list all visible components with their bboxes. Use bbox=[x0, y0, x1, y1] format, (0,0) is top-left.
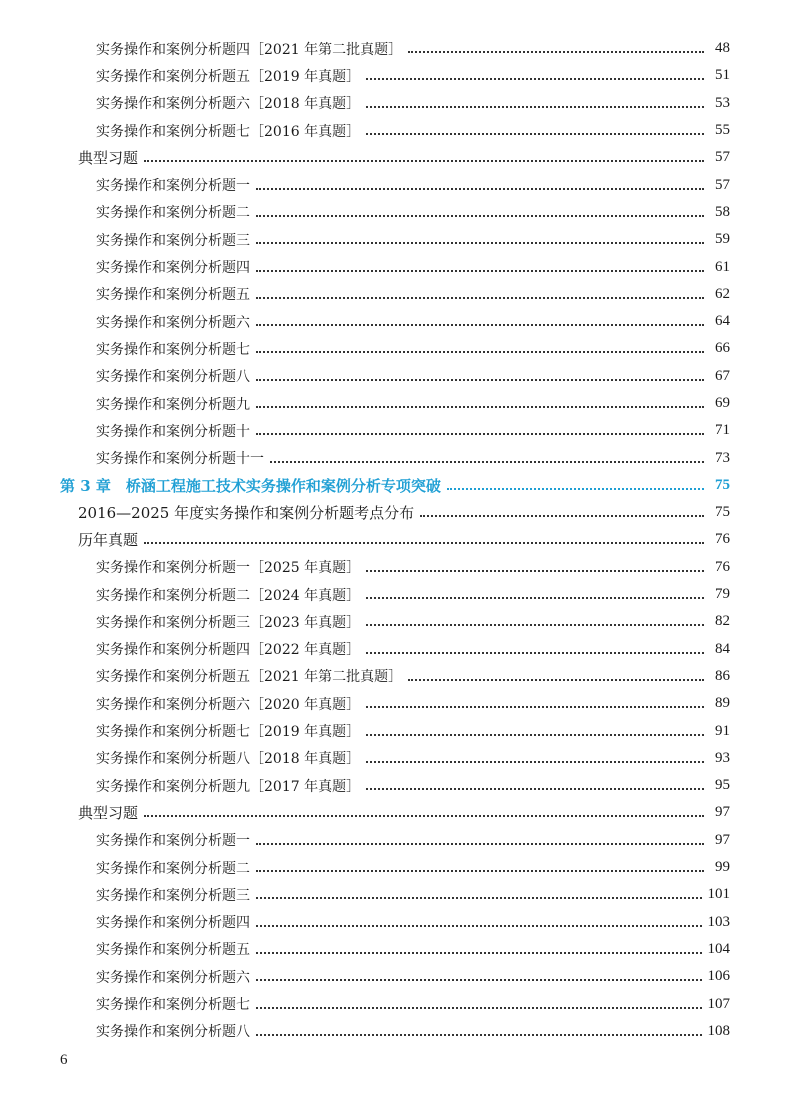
dot-leader bbox=[256, 296, 704, 299]
toc-entry-page: 57 bbox=[715, 149, 730, 166]
toc-entry[interactable] bbox=[0, 608, 790, 635]
dot-leader bbox=[256, 978, 702, 981]
toc-entry-page: 66 bbox=[715, 340, 730, 357]
dot-leader bbox=[366, 760, 704, 763]
dot-leader bbox=[256, 378, 704, 381]
toc-entry-title: 实务操作和案例分析题三 bbox=[96, 232, 250, 249]
dot-leader bbox=[256, 269, 704, 272]
toc-entry-title: 实务操作和案例分析题五［2021 年第二批真题］ bbox=[96, 669, 403, 686]
dot-leader bbox=[256, 951, 702, 954]
toc-entry-title: 实务操作和案例分析题四［2022 年真题］ bbox=[96, 642, 361, 659]
toc-entry-page: 97 bbox=[715, 831, 730, 848]
page-number: 6 bbox=[60, 1052, 68, 1068]
dot-leader bbox=[366, 787, 704, 790]
toc-entry-title: 典型习题 bbox=[78, 804, 139, 823]
toc-entry-title: 典型习题 bbox=[78, 149, 139, 168]
toc-entry-title: 实务操作和案例分析题四 bbox=[96, 260, 250, 277]
toc-entry[interactable] bbox=[0, 308, 790, 335]
toc-entry-title: 实务操作和案例分析题二 bbox=[96, 205, 250, 222]
dot-leader bbox=[256, 1033, 702, 1036]
dot-leader bbox=[256, 323, 704, 326]
toc-entry-title: 实务操作和案例分析题九［2017 年真题］ bbox=[96, 778, 361, 795]
toc-entry-page: 101 bbox=[707, 886, 730, 903]
dot-leader bbox=[270, 460, 704, 463]
dot-leader bbox=[366, 651, 704, 654]
toc-entry[interactable] bbox=[0, 499, 790, 526]
toc-entry-page: 69 bbox=[715, 395, 730, 411]
toc-entry[interactable] bbox=[0, 827, 790, 854]
toc-entry[interactable] bbox=[0, 253, 790, 280]
dot-leader bbox=[408, 678, 704, 681]
toc-entry-page: 104 bbox=[707, 940, 730, 957]
toc-entry[interactable] bbox=[0, 363, 790, 390]
toc-entry[interactable] bbox=[0, 909, 790, 936]
toc-entry[interactable] bbox=[0, 199, 790, 226]
toc-entry[interactable] bbox=[0, 663, 790, 690]
toc-entry-title: 实务操作和案例分析题三［2023 年真题］ bbox=[96, 614, 361, 631]
toc-entry-page: 93 bbox=[715, 749, 730, 766]
dot-leader bbox=[408, 50, 704, 53]
toc-entry-title: 实务操作和案例分析题六 bbox=[96, 969, 250, 986]
toc-entry[interactable] bbox=[0, 636, 790, 663]
dot-leader bbox=[256, 896, 702, 899]
toc-entry-page: 62 bbox=[715, 285, 730, 302]
toc-entry-page: 95 bbox=[715, 777, 730, 794]
toc-entry-title: 实务操作和案例分析题七［2016 年真题］ bbox=[96, 123, 361, 140]
toc-entry-page: 76 bbox=[715, 531, 730, 548]
toc-entry-page: 58 bbox=[715, 203, 730, 220]
toc-entry-title: 实务操作和案例分析题一 bbox=[96, 833, 250, 850]
toc-entry-title: 2016—2025 年度实务操作和案例分析题考点分布 bbox=[78, 504, 415, 523]
toc-entry-title: 实务操作和案例分析题六［2018 年真题］ bbox=[96, 96, 361, 113]
toc-entry-title: 实务操作和案例分析题一［2025 年真题］ bbox=[96, 560, 361, 577]
toc-entry-page: 51 bbox=[715, 67, 730, 84]
toc-entry[interactable] bbox=[0, 717, 790, 744]
toc-entry-page: 79 bbox=[715, 586, 730, 603]
dot-leader bbox=[420, 514, 704, 517]
dot-leader bbox=[366, 77, 704, 80]
toc-entry[interactable] bbox=[0, 417, 790, 444]
dot-leader bbox=[256, 214, 704, 217]
toc-entry[interactable] bbox=[0, 581, 790, 608]
toc-entry-page: 57 bbox=[715, 176, 730, 193]
toc-entry-page: 84 bbox=[715, 640, 730, 657]
toc-entry[interactable] bbox=[0, 990, 790, 1017]
toc-entry-title: 实务操作和案例分析题四 bbox=[96, 915, 250, 932]
toc-entry-page: 108 bbox=[707, 1022, 730, 1039]
dot-leader bbox=[366, 569, 704, 572]
toc-entry[interactable] bbox=[0, 1018, 790, 1045]
toc-entry-title: 实务操作和案例分析题五 bbox=[96, 942, 250, 959]
toc-entry-title: 实务操作和案例分析题八［2018 年真题］ bbox=[96, 751, 361, 768]
toc-entry[interactable] bbox=[0, 444, 790, 471]
toc-entry-title: 实务操作和案例分析题十 bbox=[96, 423, 250, 440]
toc-entry-title: 历年真题 bbox=[78, 531, 139, 550]
toc-entry-page: 75 bbox=[715, 504, 730, 521]
toc-entry[interactable] bbox=[0, 772, 790, 799]
toc-entry[interactable] bbox=[0, 936, 790, 963]
toc-entry[interactable] bbox=[0, 144, 790, 171]
toc-entry-page: 75 bbox=[715, 476, 730, 493]
toc-entry-title: 实务操作和案例分析题九 bbox=[96, 396, 250, 413]
toc-entry-title: 实务操作和案例分析题四［2021 年第二批真题］ bbox=[96, 41, 403, 58]
toc-entry-page: 107 bbox=[707, 995, 730, 1012]
toc-entry-page: 48 bbox=[715, 40, 730, 57]
toc-entry[interactable] bbox=[0, 390, 790, 417]
toc-entry-title: 实务操作和案例分析题六［2020 年真题］ bbox=[96, 696, 361, 713]
toc-entry-title: 实务操作和案例分析题二 bbox=[96, 860, 250, 877]
dot-leader bbox=[256, 1006, 702, 1009]
toc-entry[interactable] bbox=[0, 35, 790, 62]
dot-leader bbox=[256, 350, 704, 353]
toc-entry-title: 实务操作和案例分析题七 bbox=[96, 341, 250, 358]
toc-entry-page: 67 bbox=[715, 367, 730, 384]
dot-leader bbox=[256, 842, 704, 845]
dot-leader bbox=[366, 705, 704, 708]
toc-entry-page: 99 bbox=[715, 859, 730, 876]
toc-entry[interactable] bbox=[0, 62, 790, 89]
toc-entry-page: 103 bbox=[707, 913, 730, 930]
toc-entry[interactable] bbox=[0, 881, 790, 908]
table-of-contents bbox=[0, 35, 790, 1045]
dot-leader bbox=[256, 405, 704, 408]
toc-entry[interactable] bbox=[0, 90, 790, 117]
toc-entry-title: 实务操作和案例分析题七［2019 年真题］ bbox=[96, 724, 361, 741]
toc-entry[interactable] bbox=[0, 745, 790, 772]
toc-entry-title: 实务操作和案例分析题二［2024 年真题］ bbox=[96, 587, 361, 604]
toc-entry[interactable] bbox=[0, 554, 790, 581]
toc-entry-title: 实务操作和案例分析题五［2019 年真题］ bbox=[96, 68, 361, 85]
toc-entry-page: 76 bbox=[715, 558, 730, 575]
toc-entry[interactable] bbox=[0, 526, 790, 553]
toc-entry-page: 89 bbox=[715, 695, 730, 712]
toc-entry-title: 实务操作和案例分析题一 bbox=[96, 178, 250, 195]
dot-leader bbox=[144, 159, 704, 162]
dot-leader bbox=[144, 814, 704, 817]
dot-leader bbox=[144, 541, 704, 544]
dot-leader bbox=[256, 869, 704, 872]
toc-entry-page: 91 bbox=[715, 722, 730, 739]
toc-entry-title: 实务操作和案例分析题八 bbox=[96, 1024, 250, 1041]
toc-entry-page: 97 bbox=[715, 804, 730, 821]
toc-entry-page: 61 bbox=[715, 258, 730, 275]
dot-leader bbox=[366, 733, 704, 736]
toc-entry-page: 59 bbox=[715, 231, 730, 248]
toc-entry-page: 106 bbox=[707, 968, 730, 985]
toc-entry[interactable] bbox=[0, 281, 790, 308]
toc-entry-title: 实务操作和案例分析题五 bbox=[96, 287, 250, 304]
dot-leader bbox=[256, 241, 704, 244]
toc-entry-title: 第 3 章 桥涵工程施工技术实务操作和案例分析专项突破 bbox=[60, 476, 441, 495]
toc-entry[interactable] bbox=[0, 226, 790, 253]
toc-entry-page: 82 bbox=[715, 613, 730, 630]
toc-entry[interactable] bbox=[0, 171, 790, 198]
toc-entry-page: 53 bbox=[715, 94, 730, 111]
toc-entry-page: 86 bbox=[715, 667, 730, 684]
toc-entry-page: 73 bbox=[715, 449, 730, 466]
toc-entry-title: 实务操作和案例分析题八 bbox=[96, 369, 250, 386]
dot-leader bbox=[366, 132, 704, 135]
toc-chapter-heading[interactable] bbox=[0, 472, 790, 499]
dot-leader bbox=[256, 187, 704, 190]
toc-entry-page: 55 bbox=[715, 122, 730, 139]
toc-entry[interactable] bbox=[0, 854, 790, 881]
dot-leader bbox=[256, 432, 704, 435]
toc-entry-title: 实务操作和案例分析题十一 bbox=[96, 451, 264, 468]
toc-entry[interactable] bbox=[0, 690, 790, 717]
toc-entry-title: 实务操作和案例分析题三 bbox=[96, 887, 250, 904]
toc-entry[interactable] bbox=[0, 799, 790, 826]
toc-entry[interactable] bbox=[0, 963, 790, 990]
toc-entry-title: 实务操作和案例分析题六 bbox=[96, 314, 250, 331]
dot-leader bbox=[366, 623, 704, 626]
dot-leader bbox=[447, 487, 704, 490]
dot-leader bbox=[256, 924, 702, 927]
toc-entry-title: 实务操作和案例分析题七 bbox=[96, 997, 250, 1014]
dot-leader bbox=[366, 105, 704, 108]
toc-entry[interactable] bbox=[0, 117, 790, 144]
toc-entry[interactable] bbox=[0, 335, 790, 362]
toc-entry-page: 64 bbox=[715, 313, 730, 330]
dot-leader bbox=[366, 596, 704, 599]
toc-entry-page: 71 bbox=[715, 422, 730, 439]
